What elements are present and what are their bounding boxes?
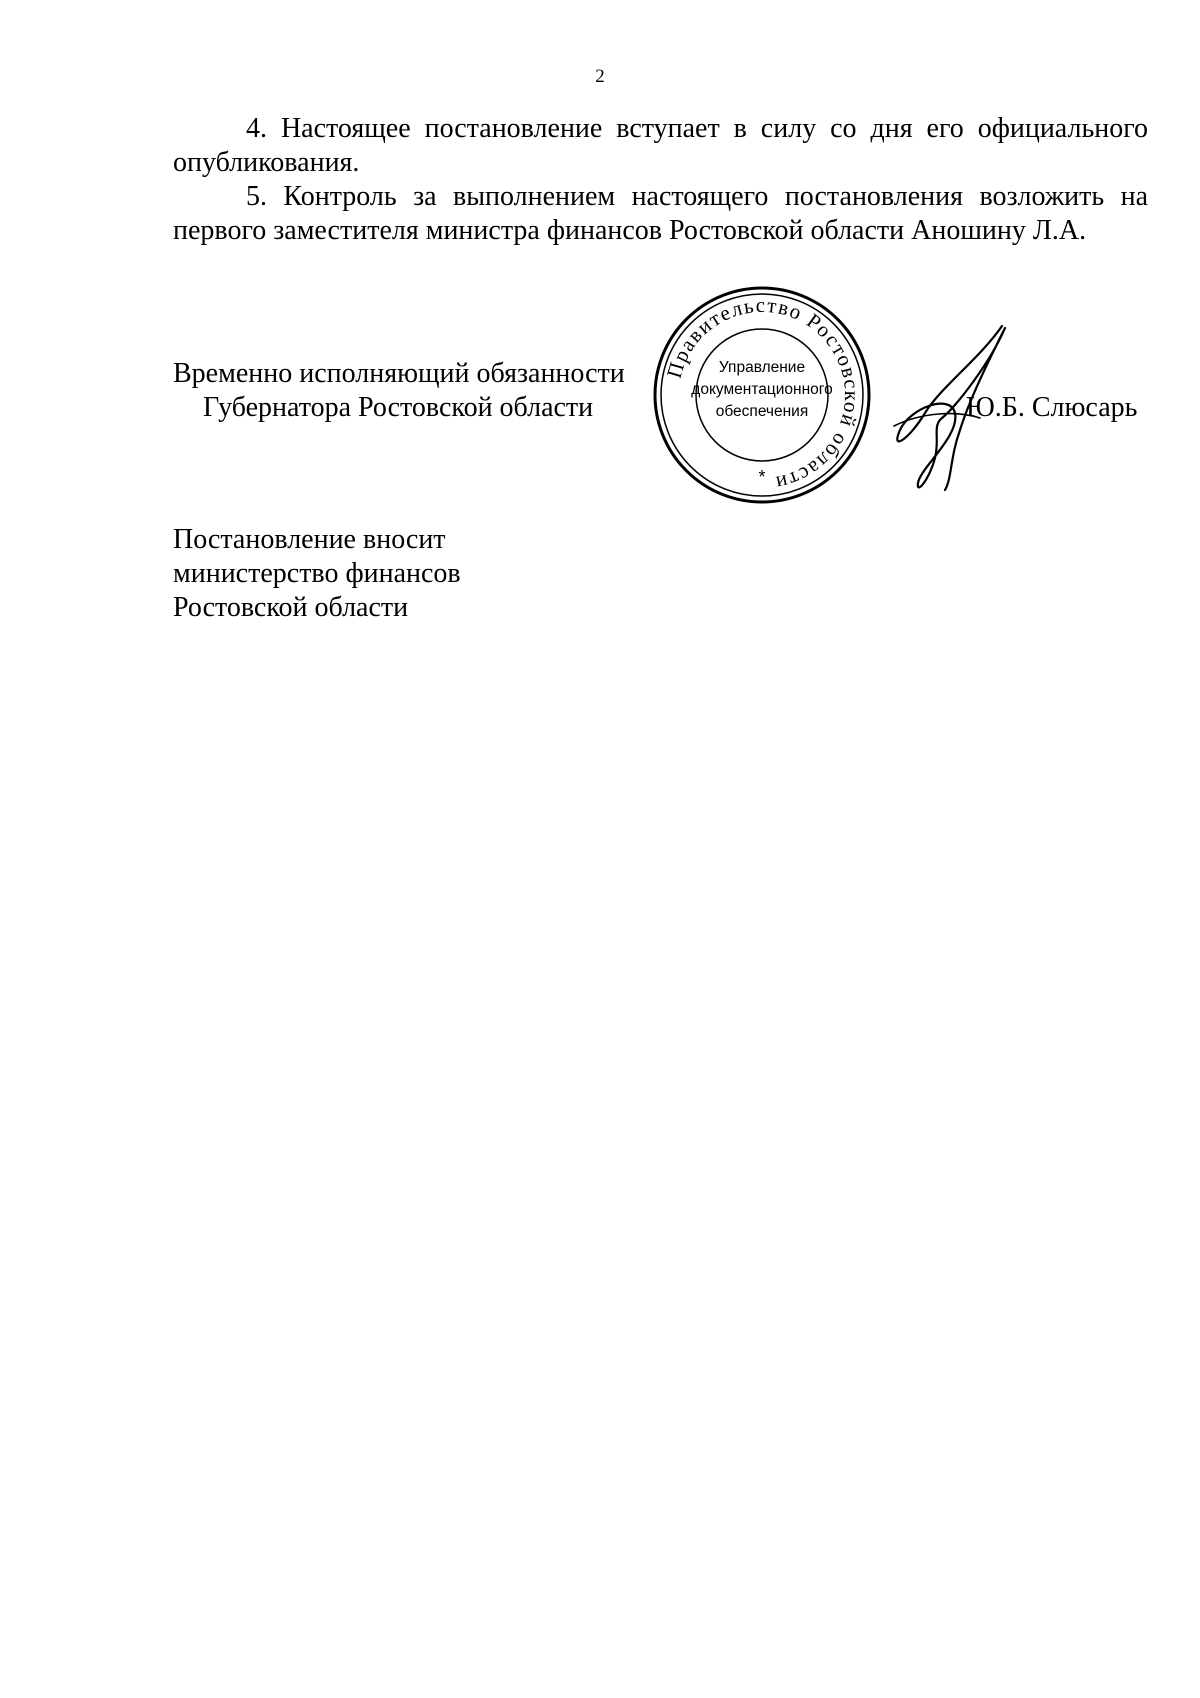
position-line-2: Губернатора Ростовской области — [203, 392, 594, 423]
body-text — [173, 112, 1148, 248]
seal-inner-text — [688, 357, 836, 423]
submitted-by — [173, 523, 461, 625]
seal-inner-line-2: документационного — [691, 381, 833, 398]
paragraph-4: 4. Настоящее постановление вступает в силу со дня его официального опубликования. — [173, 113, 1148, 178]
submitted-by-line-3: Ростовской области — [173, 592, 409, 623]
signatory-position — [173, 357, 643, 425]
submitted-by-line-1: Постановление вносит — [173, 524, 446, 555]
signer-name: Ю.Б. Слюсарь — [966, 392, 1138, 423]
position-line-1: Временно исполняющий обязанности — [173, 358, 625, 389]
paragraph-5: 5. Контроль за выполнением настоящего постановления возложить на первого заместителя министра финансов Ростовской области Аношину Л.А. — [173, 181, 1148, 246]
submitted-by-line-2: министерство финансов — [173, 558, 461, 589]
seal-inner-line-1: Управление — [718, 359, 806, 376]
seal-star: * — [758, 467, 766, 487]
page-number: 2 — [595, 66, 605, 87]
seal-inner-line-3: обеспечения — [715, 403, 809, 420]
seal-outer-text: Правительство Ростовской области — [661, 292, 865, 496]
